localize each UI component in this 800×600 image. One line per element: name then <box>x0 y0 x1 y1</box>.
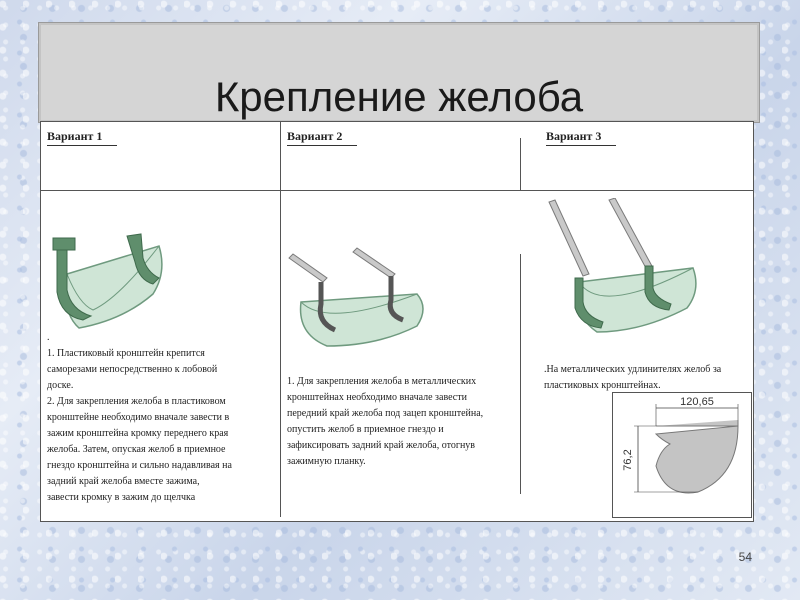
header-divider <box>41 190 753 191</box>
variant-2-label: Вариант 2 <box>287 129 343 143</box>
variant-3-underline <box>546 145 616 146</box>
gutter-profile-diagram <box>612 392 752 518</box>
profile-width-label: 120,65 <box>680 396 714 408</box>
content-table <box>40 121 754 522</box>
gutter-plastic-bracket-illustration <box>49 232 189 342</box>
variant-1-underline <box>47 145 117 146</box>
title-box <box>38 22 760 123</box>
page-title: Крепление желоба <box>214 73 584 120</box>
variant-2-underline <box>287 145 357 146</box>
column-divider-1 <box>280 122 281 190</box>
variant-1-label: Вариант 1 <box>47 129 103 143</box>
profile-height-label: 76,2 <box>622 449 634 471</box>
variant-3-description: .На металлических удлинителях желоб за пластиковых кронштейнах. <box>544 364 722 391</box>
gutter-extension-bracket-illustration <box>541 198 741 338</box>
column-divider-2 <box>520 138 521 190</box>
column-divider-1-lower <box>280 190 281 517</box>
variant-3-label: Вариант 3 <box>546 129 602 143</box>
variant-2-description: 1. Для закрепления желоба в металлических кронштейнах необходимо вначале завести передний край желоба под зацеп кронштейна, опустить желоб в приемное гнездо и зафиксировать задний край желоба, отогнув зажимную планку. <box>287 376 484 467</box>
gutter-metal-bracket-illustration <box>287 242 447 352</box>
page-number: 54 <box>738 550 752 564</box>
variant-1-description: . 1. Пластиковый кронштейн крепится саморезами непосредственно к лобовой доске. 2. Для закрепления желоба в пластиковом кронштейне необходимо вначале завести в зажим кронштейна кромку переднего края желоба. Затем, опуская желоб в приемное гнездо кронштейна и сильно надавливая на задний край желоба вместе зажима, завести кромку в зажим до щелчка <box>47 332 232 503</box>
